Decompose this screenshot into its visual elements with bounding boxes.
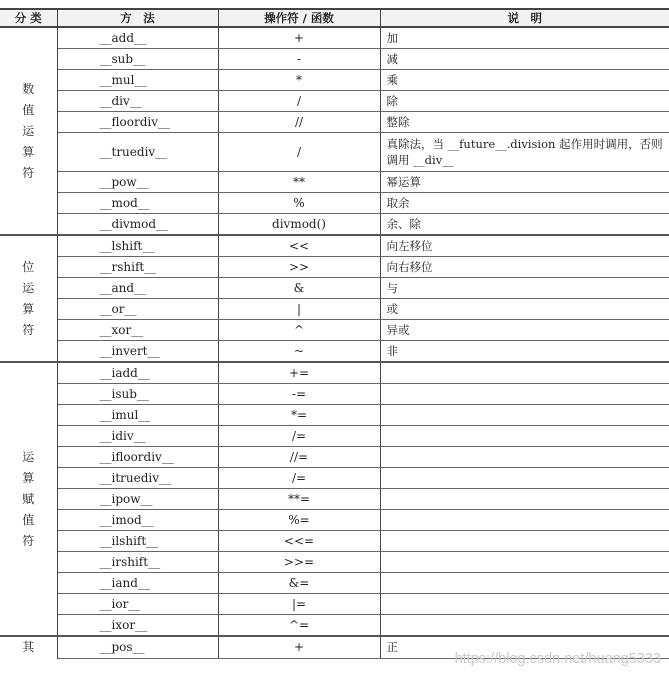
table-row xyxy=(0,27,669,49)
description-cell: 向右移位 xyxy=(380,257,669,278)
table-row xyxy=(0,531,669,552)
method-cell: __pow__ xyxy=(57,172,218,193)
category-label: 数值运算符 xyxy=(22,81,35,180)
description-cell xyxy=(380,447,669,468)
operator-cell: / xyxy=(218,133,380,172)
operator-cell: %= xyxy=(218,510,380,531)
description-cell: 加 xyxy=(380,27,669,49)
header-description: 说 明 xyxy=(380,9,669,27)
header-category: 分 类 xyxy=(0,9,57,27)
method-cell: __div__ xyxy=(57,91,218,112)
description-cell: 真除法，当 __future__.division 起作用时调用，否则调用 __div__ xyxy=(380,133,669,172)
operator-cell: ** xyxy=(218,172,380,193)
description-cell xyxy=(380,615,669,637)
operator-cell: ^= xyxy=(218,615,380,637)
operator-cell: - xyxy=(218,49,380,70)
description-cell xyxy=(380,468,669,489)
method-cell: __mul__ xyxy=(57,70,218,91)
category-cell xyxy=(0,362,57,636)
table-row xyxy=(0,70,669,91)
table-row xyxy=(0,112,669,133)
description-cell: 向左移位 xyxy=(380,235,669,257)
table-row xyxy=(0,362,669,384)
operator-cell: divmod() xyxy=(218,214,380,236)
category-cell xyxy=(0,636,57,658)
method-cell: __ior__ xyxy=(57,594,218,615)
header-operator: 操作符 / 函数 xyxy=(218,9,380,27)
method-cell: __pos__ xyxy=(57,636,218,658)
table-row xyxy=(0,615,669,637)
method-cell: __add__ xyxy=(57,27,218,49)
operator-cell: *= xyxy=(218,405,380,426)
operator-cell: // xyxy=(218,112,380,133)
table-row xyxy=(0,510,669,531)
description-cell: 余、除 xyxy=(380,214,669,236)
method-cell: __mod__ xyxy=(57,193,218,214)
table-row xyxy=(0,278,669,299)
operator-cell: += xyxy=(218,362,380,384)
description-cell: 正 xyxy=(380,636,669,658)
table-row xyxy=(0,299,669,320)
table-row xyxy=(0,594,669,615)
method-cell: __rshift__ xyxy=(57,257,218,278)
method-cell: __iadd__ xyxy=(57,362,218,384)
method-cell: __xor__ xyxy=(57,320,218,341)
method-cell: __divmod__ xyxy=(57,214,218,236)
operator-cell: & xyxy=(218,278,380,299)
table-row xyxy=(0,489,669,510)
operator-cell: -= xyxy=(218,384,380,405)
header-row xyxy=(0,9,669,27)
method-cell: __itruediv__ xyxy=(57,468,218,489)
category-cell xyxy=(0,27,57,235)
method-cell: __ixor__ xyxy=(57,615,218,637)
table-row xyxy=(0,320,669,341)
table-row xyxy=(0,193,669,214)
description-cell xyxy=(380,426,669,447)
description-cell: 取余 xyxy=(380,193,669,214)
operator-cell: ~ xyxy=(218,341,380,363)
table-row xyxy=(0,405,669,426)
method-cell: __or__ xyxy=(57,299,218,320)
operator-cell: <<= xyxy=(218,531,380,552)
operator-cell: + xyxy=(218,636,380,658)
table-row xyxy=(0,341,669,363)
operator-cell: / xyxy=(218,91,380,112)
method-cell: __ilshift__ xyxy=(57,531,218,552)
description-cell xyxy=(380,594,669,615)
operator-methods-table xyxy=(0,8,669,659)
operator-cell: | xyxy=(218,299,380,320)
watermark: https://blog.csdn.net/huang5333 xyxy=(454,651,661,667)
description-cell xyxy=(380,573,669,594)
description-cell: 异或 xyxy=(380,320,669,341)
operator-cell: << xyxy=(218,235,380,257)
description-cell: 整除 xyxy=(380,112,669,133)
method-cell: __sub__ xyxy=(57,49,218,70)
operator-cell: /= xyxy=(218,426,380,447)
operator-cell: ^ xyxy=(218,320,380,341)
description-cell xyxy=(380,552,669,573)
operator-cell: **= xyxy=(218,489,380,510)
operator-cell: |= xyxy=(218,594,380,615)
method-cell: __imul__ xyxy=(57,405,218,426)
method-cell: __isub__ xyxy=(57,384,218,405)
header-method: 方 法 xyxy=(57,9,218,27)
table-row xyxy=(0,447,669,468)
method-cell: __iand__ xyxy=(57,573,218,594)
table-row xyxy=(0,468,669,489)
description-cell xyxy=(380,405,669,426)
description-cell xyxy=(380,362,669,384)
category-label: 位运算符 xyxy=(22,259,35,337)
description-cell xyxy=(380,510,669,531)
method-cell: __ipow__ xyxy=(57,489,218,510)
table-row xyxy=(0,384,669,405)
table-row xyxy=(0,214,669,236)
description-cell: 或 xyxy=(380,299,669,320)
table-row xyxy=(0,235,669,257)
method-cell: __and__ xyxy=(57,278,218,299)
method-cell: __floordiv__ xyxy=(57,112,218,133)
description-cell: 乘 xyxy=(380,70,669,91)
table-row xyxy=(0,426,669,447)
description-cell: 减 xyxy=(380,49,669,70)
operator-cell: &= xyxy=(218,573,380,594)
table-row xyxy=(0,91,669,112)
operator-cell: //= xyxy=(218,447,380,468)
description-cell xyxy=(380,384,669,405)
description-cell xyxy=(380,489,669,510)
method-cell: __idiv__ xyxy=(57,426,218,447)
method-cell: __ifloordiv__ xyxy=(57,447,218,468)
table-row xyxy=(0,133,669,172)
method-cell: __invert__ xyxy=(57,341,218,363)
description-cell: 幂运算 xyxy=(380,172,669,193)
operator-cell: >>= xyxy=(218,552,380,573)
table-row xyxy=(0,552,669,573)
description-cell: 除 xyxy=(380,91,669,112)
table-row xyxy=(0,172,669,193)
category-cell xyxy=(0,235,57,362)
description-cell: 非 xyxy=(380,341,669,363)
method-cell: __imod__ xyxy=(57,510,218,531)
method-cell: __lshift__ xyxy=(57,235,218,257)
table-row xyxy=(0,49,669,70)
table-row xyxy=(0,257,669,278)
category-label: 运算赋值符 xyxy=(22,449,35,548)
operator-cell: /= xyxy=(218,468,380,489)
method-cell: __truediv__ xyxy=(57,133,218,172)
category-label: 其 xyxy=(22,640,35,654)
method-cell: __irshift__ xyxy=(57,552,218,573)
operator-cell: % xyxy=(218,193,380,214)
operator-cell: * xyxy=(218,70,380,91)
description-cell: 与 xyxy=(380,278,669,299)
operator-cell: + xyxy=(218,27,380,49)
operator-cell: >> xyxy=(218,257,380,278)
description-cell xyxy=(380,531,669,552)
table-row xyxy=(0,573,669,594)
